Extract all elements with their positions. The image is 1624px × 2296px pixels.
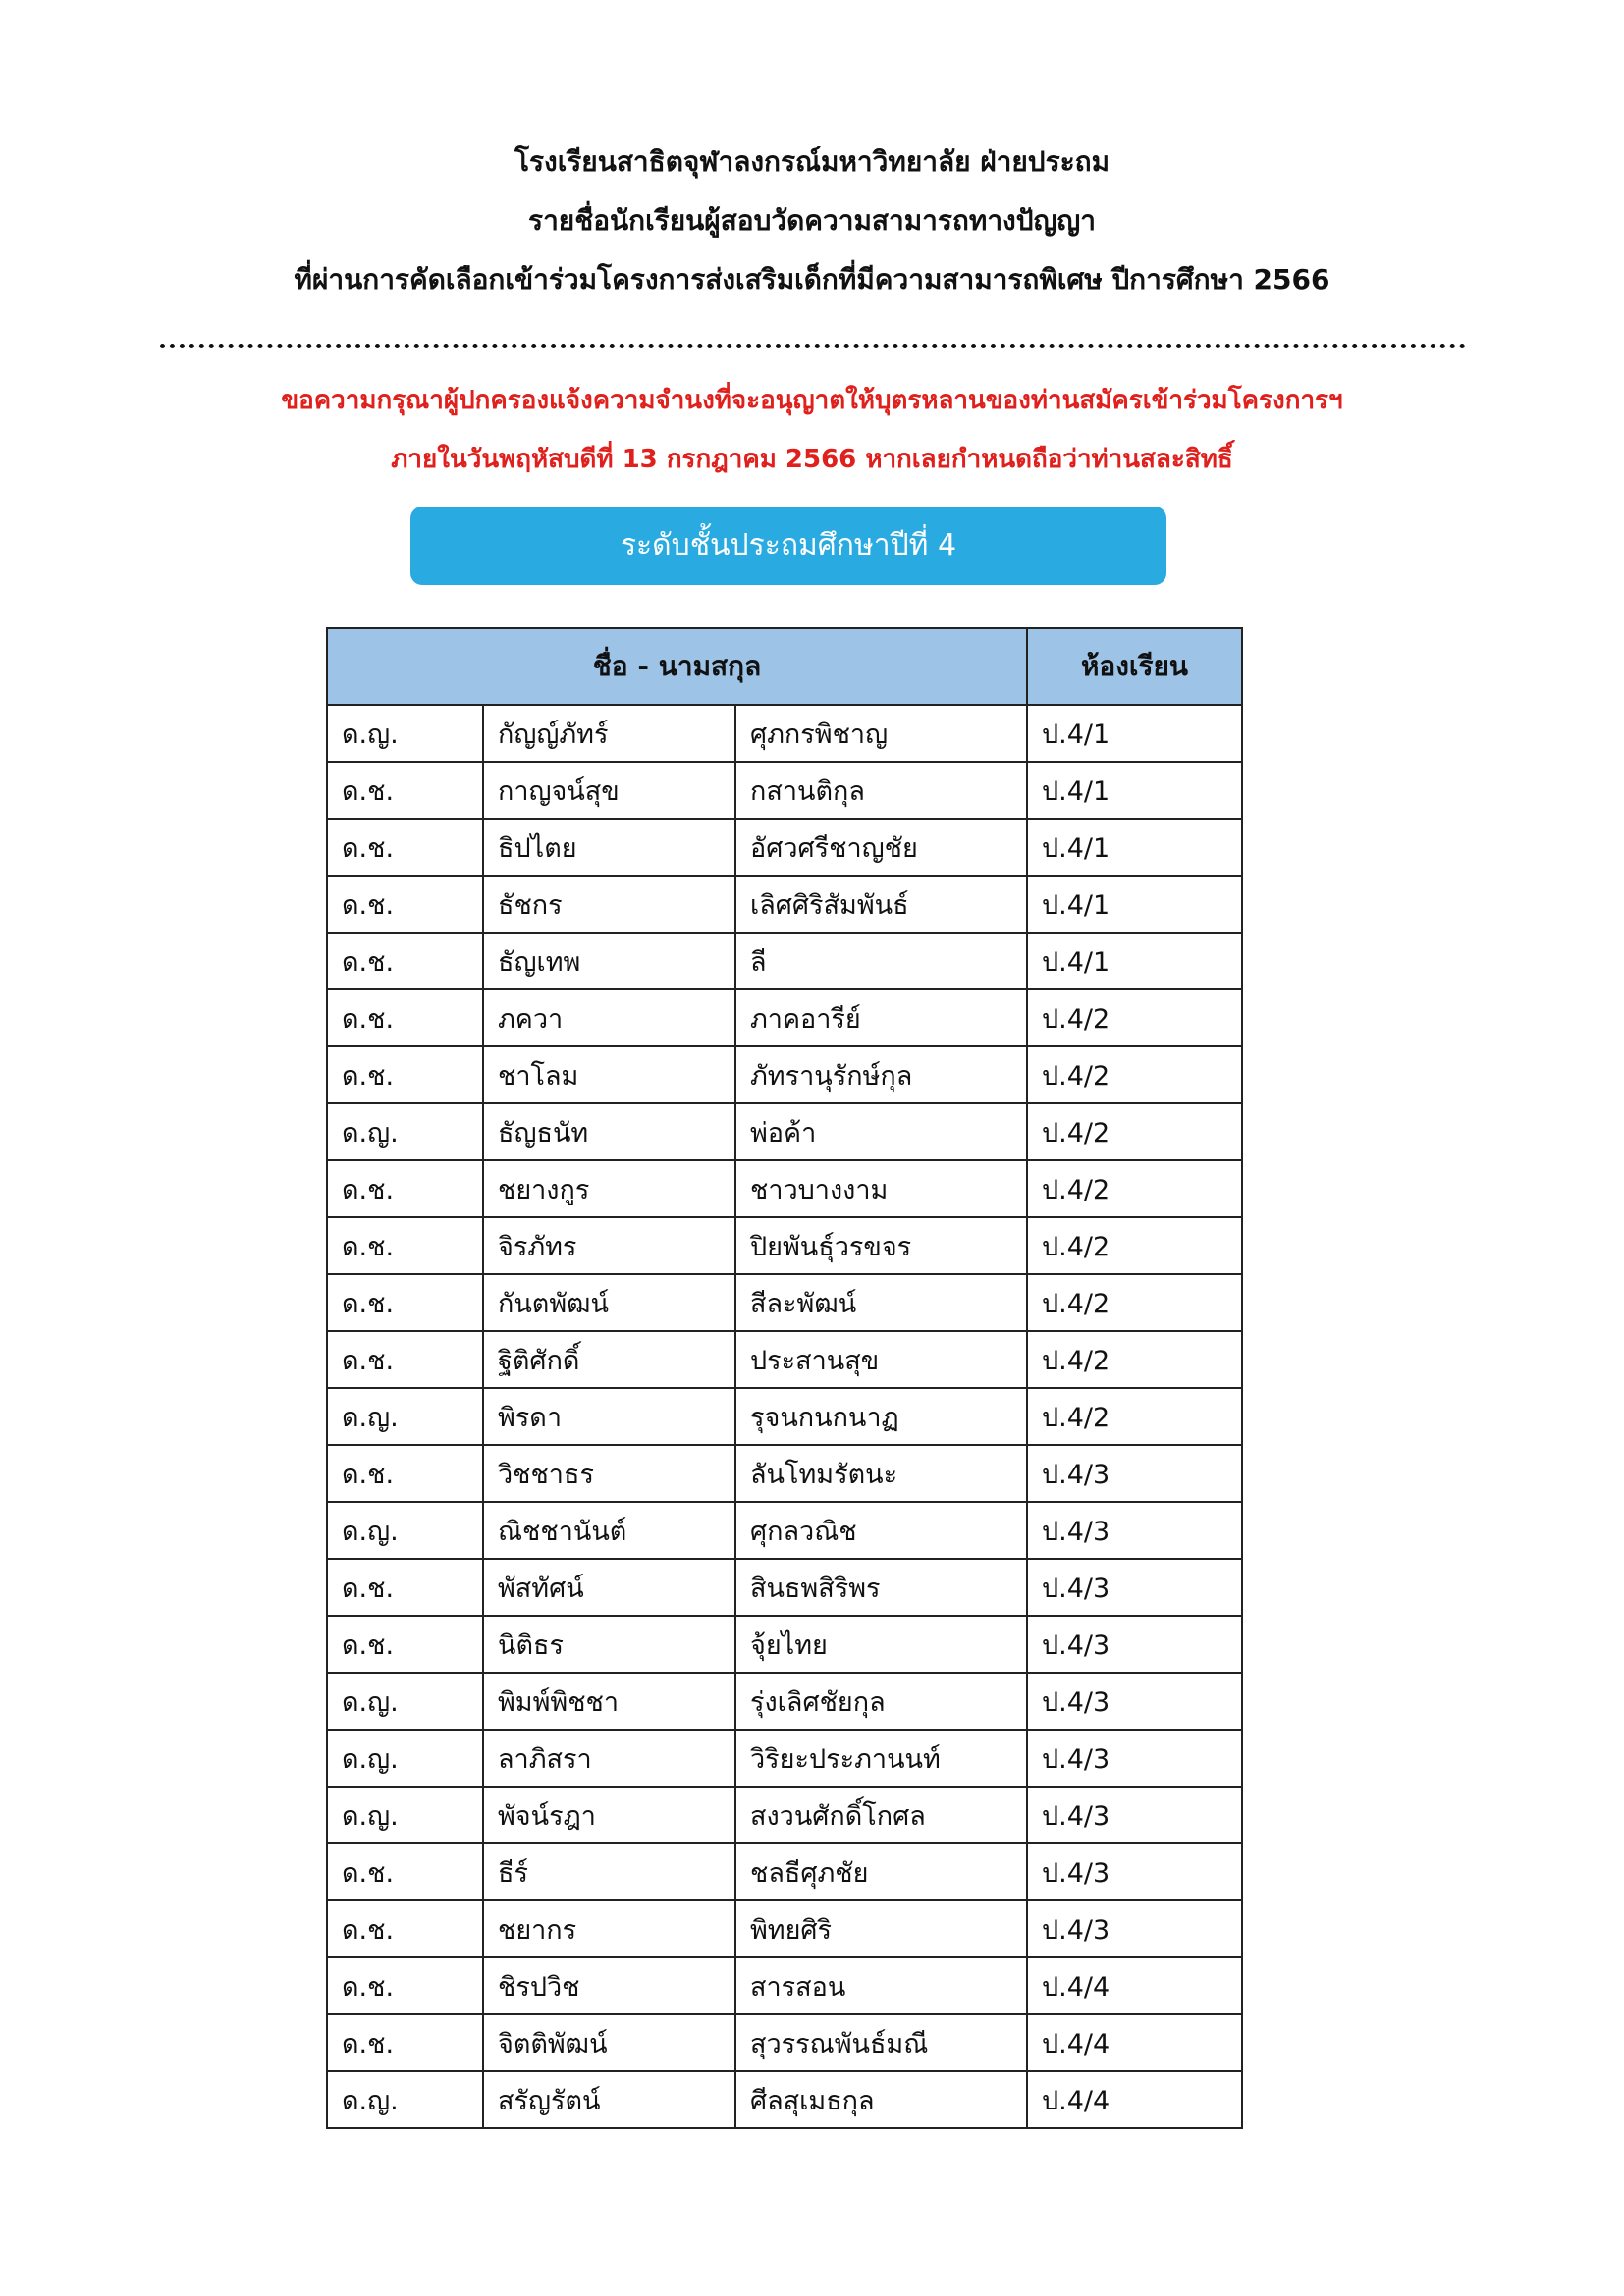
student-room: ป.4/4 xyxy=(1027,1957,1242,2014)
table-row xyxy=(327,1274,1242,1331)
table-row xyxy=(327,1331,1242,1388)
student-last-name: ภาคอารีย์ xyxy=(735,989,1027,1046)
student-first-name: ชยางกูร xyxy=(483,1160,735,1217)
student-title: ด.ช. xyxy=(327,1274,483,1331)
student-room: ป.4/2 xyxy=(1027,1160,1242,1217)
student-room: ป.4/3 xyxy=(1027,1559,1242,1616)
student-first-name: ณิชชานันต์ xyxy=(483,1502,735,1559)
grade-level-banner: ระดับชั้นประถมศึกษาปีที่ 4 xyxy=(410,507,1166,585)
student-title: ด.ช. xyxy=(327,819,483,876)
student-last-name: ศุกลวณิช xyxy=(735,1502,1027,1559)
table-row xyxy=(327,933,1242,989)
table-row xyxy=(327,762,1242,819)
student-title: ด.ช. xyxy=(327,933,483,989)
student-room: ป.4/4 xyxy=(1027,2071,1242,2128)
student-room: ป.4/3 xyxy=(1027,1900,1242,1957)
student-last-name: เลิศศิริสัมพันธ์ xyxy=(735,876,1027,933)
student-room: ป.4/3 xyxy=(1027,1502,1242,1559)
table-row xyxy=(327,1616,1242,1673)
table-row xyxy=(327,1673,1242,1730)
student-first-name: กัญญ์ภัทร์ xyxy=(483,705,735,762)
student-last-name: สงวนศักดิ์โกศล xyxy=(735,1787,1027,1843)
student-title: ด.ช. xyxy=(327,1559,483,1616)
student-room: ป.4/3 xyxy=(1027,1730,1242,1787)
table-row xyxy=(327,1217,1242,1274)
student-first-name: ธิปไตย xyxy=(483,819,735,876)
student-room: ป.4/2 xyxy=(1027,1046,1242,1103)
student-last-name: ภัทรานุรักษ์กุล xyxy=(735,1046,1027,1103)
student-first-name: พัสทัศน์ xyxy=(483,1559,735,1616)
student-first-name: กันตพัฒน์ xyxy=(483,1274,735,1331)
document-header xyxy=(0,133,1624,309)
student-title: ด.ญ. xyxy=(327,705,483,762)
student-first-name: ธัญเทพ xyxy=(483,933,735,989)
student-room: ป.4/3 xyxy=(1027,1843,1242,1900)
student-title: ด.ญ. xyxy=(327,1730,483,1787)
student-room: ป.4/2 xyxy=(1027,1388,1242,1445)
student-room: ป.4/2 xyxy=(1027,1217,1242,1274)
table-row xyxy=(327,1900,1242,1957)
student-last-name: สารสอน xyxy=(735,1957,1027,2014)
student-last-name: ศีลสุเมธกุล xyxy=(735,2071,1027,2128)
table-header-row xyxy=(327,628,1242,705)
student-title: ด.ญ. xyxy=(327,1673,483,1730)
table-row xyxy=(327,2071,1242,2128)
student-title: ด.ช. xyxy=(327,1957,483,2014)
table-row xyxy=(327,1730,1242,1787)
student-first-name: กาญจน์สุข xyxy=(483,762,735,819)
table-row xyxy=(327,1787,1242,1843)
student-first-name: ธัชกร xyxy=(483,876,735,933)
student-title: ด.ช. xyxy=(327,1900,483,1957)
table-row xyxy=(327,1559,1242,1616)
program-title: ที่ผ่านการคัดเลือกเข้าร่วมโครงการส่งเสริมเด็กที่มีความสามารถพิเศษ ปีการศึกษา 2566 xyxy=(294,263,1330,295)
student-title: ด.ญ. xyxy=(327,1103,483,1160)
table-row xyxy=(327,1388,1242,1445)
student-title: ด.ช. xyxy=(327,762,483,819)
dotted-divider xyxy=(160,344,1466,348)
parent-notice xyxy=(0,371,1624,489)
student-last-name: รุจนกนกนาฏ xyxy=(735,1388,1027,1445)
table-row xyxy=(327,705,1242,762)
student-last-name: พ่อค้า xyxy=(735,1103,1027,1160)
header-room: ห้องเรียน xyxy=(1027,628,1242,705)
school-name: โรงเรียนสาธิตจุฬาลงกรณ์มหาวิทยาลัย ฝ่ายประถม xyxy=(514,145,1110,178)
student-first-name: ชยากร xyxy=(483,1900,735,1957)
student-room: ป.4/1 xyxy=(1027,705,1242,762)
table-row xyxy=(327,1843,1242,1900)
student-title: ด.ช. xyxy=(327,1160,483,1217)
header-name: ชื่อ - นามสกุล xyxy=(327,628,1027,705)
student-title: ด.ช. xyxy=(327,1616,483,1673)
table-row xyxy=(327,989,1242,1046)
student-last-name: ศุภกรพิชาญ xyxy=(735,705,1027,762)
student-table xyxy=(326,627,1243,2129)
student-first-name: ธัญธนัท xyxy=(483,1103,735,1160)
table-row xyxy=(327,876,1242,933)
student-title: ด.ช. xyxy=(327,876,483,933)
notice-line-1: ขอความกรุณาผู้ปกครองแจ้งความจำนงที่จะอนุญาตให้บุตรหลานของท่านสมัครเข้าร่วมโครงการฯ xyxy=(281,386,1343,415)
student-last-name: วิริยะประภานนท์ xyxy=(735,1730,1027,1787)
table-row xyxy=(327,1103,1242,1160)
student-first-name: พัจน์รฎา xyxy=(483,1787,735,1843)
student-first-name: สรัญรัตน์ xyxy=(483,2071,735,2128)
student-last-name: กสานติกุล xyxy=(735,762,1027,819)
student-first-name: พิรดา xyxy=(483,1388,735,1445)
student-first-name: พิมพ์พิชชา xyxy=(483,1673,735,1730)
student-last-name: ลี xyxy=(735,933,1027,989)
student-title: ด.ช. xyxy=(327,1843,483,1900)
student-first-name: ภควา xyxy=(483,989,735,1046)
student-first-name: จิตติพัฒน์ xyxy=(483,2014,735,2071)
table-row xyxy=(327,1046,1242,1103)
notice-line-2: ภายในวันพฤหัสบดีที่ 13 กรกฎาคม 2566 หากเลยกำหนดถือว่าท่านสละสิทธิ์ xyxy=(391,445,1233,474)
student-title: ด.ญ. xyxy=(327,1502,483,1559)
student-room: ป.4/2 xyxy=(1027,1103,1242,1160)
table-row xyxy=(327,1445,1242,1502)
student-room: ป.4/3 xyxy=(1027,1673,1242,1730)
student-title: ด.ช. xyxy=(327,1331,483,1388)
student-room: ป.4/3 xyxy=(1027,1445,1242,1502)
student-room: ป.4/1 xyxy=(1027,762,1242,819)
student-room: ป.4/1 xyxy=(1027,819,1242,876)
list-title: รายชื่อนักเรียนผู้สอบวัดความสามารถทางปัญญา xyxy=(528,204,1096,237)
student-first-name: ชาโลม xyxy=(483,1046,735,1103)
student-first-name: จิรภัทร xyxy=(483,1217,735,1274)
table-row xyxy=(327,1160,1242,1217)
student-last-name: ชาวบางงาม xyxy=(735,1160,1027,1217)
student-room: ป.4/4 xyxy=(1027,2014,1242,2071)
student-title: ด.ญ. xyxy=(327,2071,483,2128)
table-row xyxy=(327,819,1242,876)
student-last-name: พิทยศิริ xyxy=(735,1900,1027,1957)
student-first-name: วิชชาธร xyxy=(483,1445,735,1502)
student-title: ด.ญ. xyxy=(327,1787,483,1843)
student-title: ด.ช. xyxy=(327,989,483,1046)
student-room: ป.4/3 xyxy=(1027,1787,1242,1843)
student-title: ด.ช. xyxy=(327,1445,483,1502)
table-row xyxy=(327,2014,1242,2071)
table-row xyxy=(327,1957,1242,2014)
student-title: ด.ช. xyxy=(327,1046,483,1103)
student-last-name: อัศวศรีชาญชัย xyxy=(735,819,1027,876)
student-title: ด.ช. xyxy=(327,2014,483,2071)
student-room: ป.4/1 xyxy=(1027,933,1242,989)
student-title: ด.ช. xyxy=(327,1217,483,1274)
student-first-name: ชิรปวิช xyxy=(483,1957,735,2014)
student-last-name: สุวรรณพันธ์มณี xyxy=(735,2014,1027,2071)
student-title: ด.ญ. xyxy=(327,1388,483,1445)
student-last-name: สินธพสิริพร xyxy=(735,1559,1027,1616)
student-last-name: รุ่งเลิศชัยกุล xyxy=(735,1673,1027,1730)
table-row xyxy=(327,1502,1242,1559)
table-body xyxy=(327,705,1242,2128)
student-room: ป.4/2 xyxy=(1027,1274,1242,1331)
student-room: ป.4/2 xyxy=(1027,989,1242,1046)
student-first-name: ธีร์ xyxy=(483,1843,735,1900)
student-room: ป.4/2 xyxy=(1027,1331,1242,1388)
student-room: ป.4/3 xyxy=(1027,1616,1242,1673)
student-first-name: ลาภิสรา xyxy=(483,1730,735,1787)
student-first-name: ฐิติศักดิ์ xyxy=(483,1331,735,1388)
student-last-name: จุ้ยไทย xyxy=(735,1616,1027,1673)
student-last-name: ประสานสุข xyxy=(735,1331,1027,1388)
student-last-name: ชลธีศุภชัย xyxy=(735,1843,1027,1900)
student-first-name: นิติธร xyxy=(483,1616,735,1673)
student-last-name: สีละพัฒน์ xyxy=(735,1274,1027,1331)
student-room: ป.4/1 xyxy=(1027,876,1242,933)
student-last-name: ปิยพันธุ์วรขจร xyxy=(735,1217,1027,1274)
student-last-name: ลันโทมรัตนะ xyxy=(735,1445,1027,1502)
